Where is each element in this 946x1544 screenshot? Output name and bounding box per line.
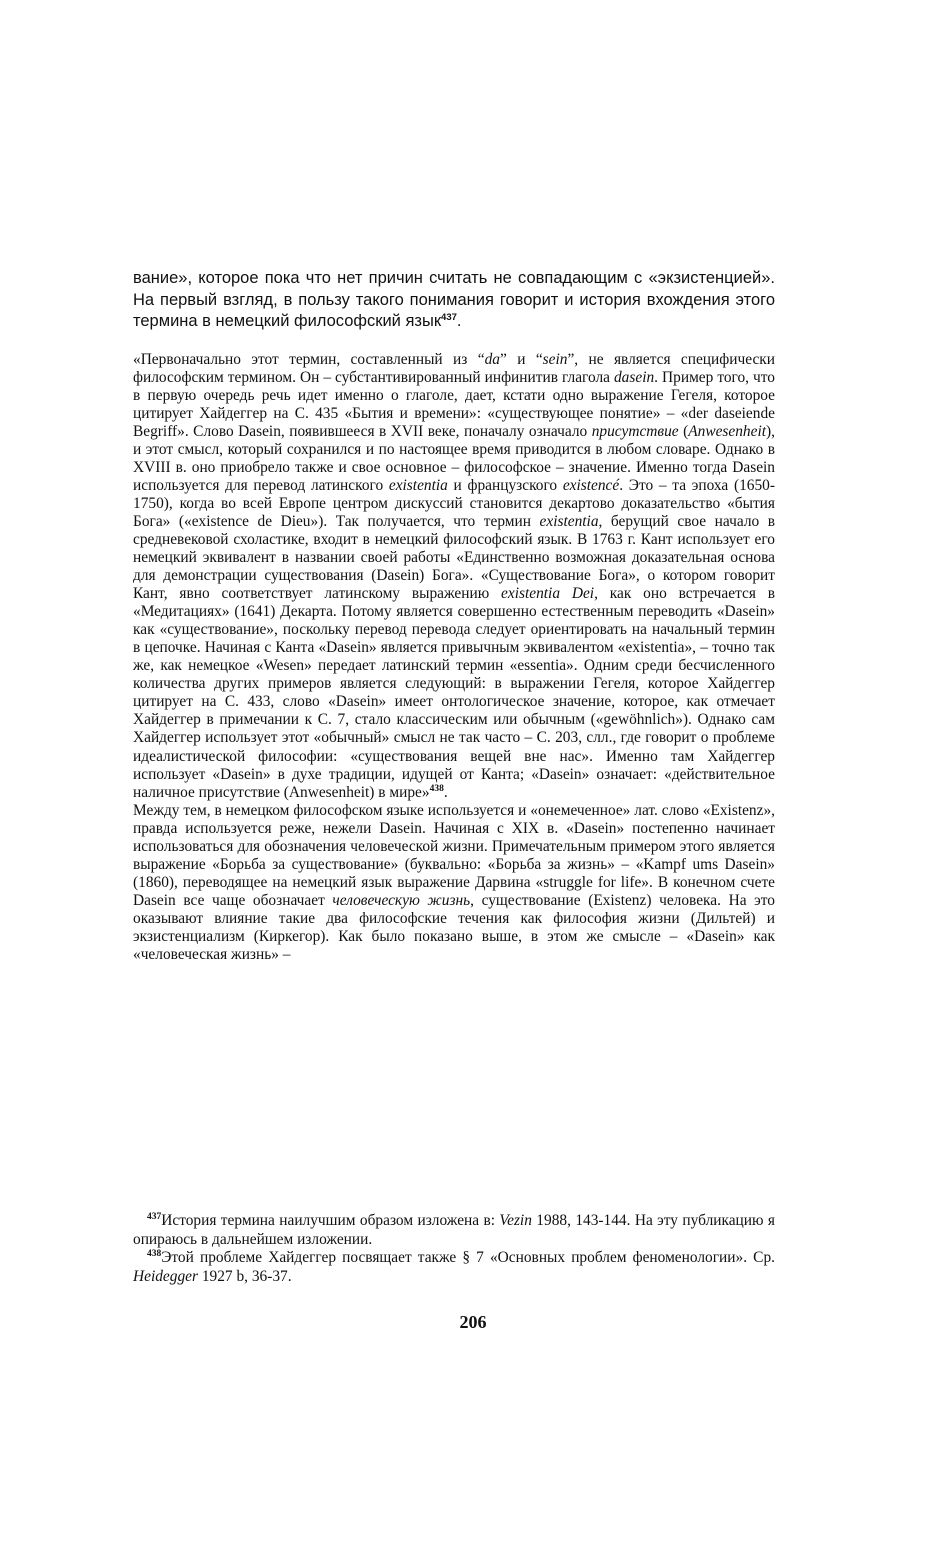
text-run: , как оно встречается в «Медитациях» (1641) Декарта. Потому является совершенно естественным переводить «Dasein» как «существование», поскольку перевод перевода следует ориентировать на начальный термин в цепочке. Начиная с Канта «Dasein» является привычным эквивалентом «existentia», – точно так же, как немецкое «Wesen» передает латинский термин «essentia». Одним среди бесчисленного количества других примеров является следующий: в выражении Гегеля, которое Хайдеггер цитирует на С. 433, слово «Dasein» имеет онтологическое значение, которое, как отмечает Хайдеггер в примечании к С. 7, стало классическим или обычным («gewöhnlich»). Однако сам Хайдеггер использует этот «обычный» смысл не так часто – С. 203, слл., где говорит о проблеме идеалистической философии: «существования вещей вне нас». Именно там Хайдеггер использует «Dasein» в духе традиции, идущей от Канта; «Dasein» означает: «действительное наличное присутствие (Anwesenheit) в мире» bbox=[133, 585, 775, 801]
page-body bbox=[133, 268, 775, 964]
text-run: ”, не является специфически философским термином. Он – субстантивированный инфинитив глагола bbox=[133, 350, 775, 386]
footnote-number: 438 bbox=[147, 1249, 162, 1260]
page-number: 206 bbox=[459, 1312, 487, 1332]
quote-paragraph-2 bbox=[133, 802, 775, 964]
footnote-ref-437[interactable]: 437 bbox=[441, 312, 457, 323]
footnote-437 bbox=[133, 1212, 775, 1249]
text-run: . Пример того, что в первую очередь речь идет именно о глаголе, дает, кстати одно выражение Гегеля, которое цитирует Хайдеггер на С. 435 «Бытия и времени»: «существующее понятие» – «der daseiende Begriff». Слово Dasein, появившееся в XVII веке, поначалу означало bbox=[133, 368, 775, 440]
text-run: Между тем, в немецком философском языке используется и «онемеченное» лат. слово «Existenz», правда используется реже, нежели Dasein. Начиная с XIX в. «Dasein» постепенно начинает использоваться для обозначения человеческой жизни. Примечательным примером этого является выражение «Борьба за существование» (буквально: «Борьба за жизнь» – «Kampf ums Dasein» (1860), переводящее на немецкий язык выражение Дарвина «struggle for life». В конечном счете Dasein все чаще обозначает bbox=[133, 801, 775, 909]
term-prisutstvie: присутствие bbox=[591, 422, 679, 440]
footnote-ref-438[interactable]: 438 bbox=[429, 783, 444, 794]
footnote-text: Этой проблеме Хайдеггер посвящает также § 7 «Основных проблем феноменологии». Ср. bbox=[161, 1249, 775, 1267]
term-da: da bbox=[484, 350, 500, 368]
term-existentia-dei: existentia Dei bbox=[501, 585, 595, 603]
term-anwesenheit: Anwesenheit bbox=[688, 422, 767, 440]
term-dasein: dasein bbox=[613, 368, 655, 386]
footnote-438 bbox=[133, 1249, 775, 1286]
text-run: и французского bbox=[447, 476, 563, 494]
quote-paragraph-1 bbox=[133, 351, 775, 802]
text-run: . Это – та эпоха (1650-1750), когда во всей Европе центром дискуссий становится декартово доказательство «бытия Бога» («existence de Dieu»). Так получается, что термин bbox=[133, 476, 775, 530]
lead-text: вание», которое пока что нет причин считать не совпадающим с «экзистенцией». На первый взгляд, в пользу такого понимания говорит и история вхождения этого термина в немецкий философский язык bbox=[133, 269, 775, 330]
footnote-author: Vezin bbox=[499, 1212, 532, 1229]
text-run: . bbox=[443, 783, 448, 801]
text-run: ” и “ bbox=[499, 350, 543, 368]
lead-paragraph bbox=[133, 268, 775, 333]
footnote-text: История термина наилучшим образом изложена в: bbox=[161, 1212, 500, 1229]
term-existentia: existentia bbox=[539, 512, 599, 530]
lead-end: . bbox=[456, 312, 462, 330]
footnote-author: Heidegger bbox=[133, 1267, 198, 1285]
lead-paragraph-block bbox=[133, 268, 775, 333]
footnote-number: 437 bbox=[147, 1212, 162, 1222]
text-run: , существование (Existenz) человека. На это оказывают влияние такие два философские течения как философия жизни (Дильтей) и экзистенциализм (Киркегор). Как было показано выше, в этом же смысле – «Dasein» как «человеческая жизнь» – bbox=[133, 891, 775, 964]
term-sein: sein bbox=[542, 350, 568, 368]
term-existence: existencé bbox=[562, 476, 620, 494]
footnote-text: 1927 b, 36-37. bbox=[197, 1267, 292, 1285]
term-existentia: existentia bbox=[388, 476, 448, 494]
footnote-text: 1988, 143-144. На эту публикацию я опираюсь в дальнейшем изложении. bbox=[133, 1212, 775, 1248]
term-human-life: человеческую жизнь bbox=[332, 891, 471, 909]
text-run: , берущий свое начало в средневековой схоластике, входит в немецкий философский язык. В 1763 г. Кант использует его немецкий эквивалент в названии своей работы «Единственно возможная доказательная основа для демонстрации существования (Dasein) Бога». «Существование Бога», о котором говорит Кант, явно соответствует латинскому выражению bbox=[133, 512, 775, 603]
block-quote bbox=[133, 351, 775, 965]
footnotes bbox=[133, 1212, 775, 1286]
text-run: «Первоначально этот термин, составленный из “ bbox=[133, 350, 485, 368]
text-run: ), и этот смысл, который сохранился и по настоящее время приводится в любом словаре. Однако в XVIII в. оно приобрело также и свое основное – философское – значение. Именно тогда Dasein используется для перевод латинского bbox=[133, 422, 775, 494]
text-run: ( bbox=[678, 422, 689, 440]
